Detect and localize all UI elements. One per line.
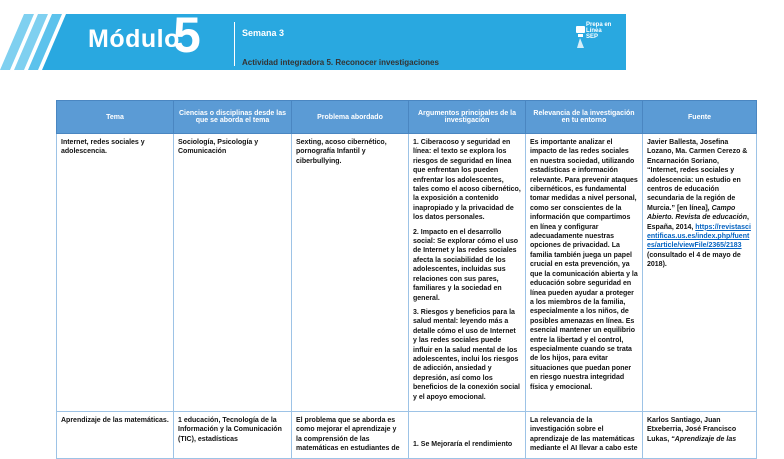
header-relevancia: Relevancia de la investigación en tu entorno — [526, 101, 643, 134]
header-argumentos: Argumentos principales de la investigación — [409, 101, 526, 134]
activity-title: Actividad integradora 5. Reconocer investigaciones — [242, 58, 439, 67]
cell-relevancia: Es importante analizar el impacto de las redes sociales en nuestra sociedad, utilizando estadísticas e información relevante. Para prevenir ataques cibernéticos, es fundamental tomar medidas a nivel personal, como ser conscientes de la información que compartimos en línea y configurar adecuadamente nuestras opciones de privacidad. La familia también juega un papel crucial en esta prevención, ya que la comunicación abierta y la educación sobre seguridad en línea pueden ayudar a proteger a los miembros de la familia, especialmente a los niños, de posibles amenazas en línea. Es esencial mantener un equilibrio entre la libertad y el control, especialmente cuando se trata de los hijos, para evitar situaciones que puedan poner en riesgo nuestra integridad física y emocional. — [526, 134, 643, 412]
cell-ciencias: 1 educación, Tecnología de la Información y la Comunicación (TIC), estadísticas — [174, 411, 292, 458]
source-authors: Karlos Santiago, Juan Etxeberria, José Francisco Lukas, — [647, 416, 737, 443]
cell-tema: Aprendizaje de las matemáticas. — [57, 411, 174, 458]
research-table — [56, 100, 757, 459]
cell-problema: Sexting, acoso cibernético, pornografía Infantil y ciberbullying. — [292, 134, 409, 412]
cell-ciencias: Sociología, Psicología y Comunicación — [174, 134, 292, 412]
table-row — [57, 134, 757, 412]
table-row — [57, 411, 757, 458]
header-problema: Problema abordado — [292, 101, 409, 134]
argument-item: 1. Ciberacoso y seguridad en línea: el texto se explora los riesgos de seguridad en línea que enfrentan los pueden enfrentar los adolescentes, tales como el acoso cibernético, la exposición a contenido inapropiado y la privacidad de los datos personales. — [413, 139, 521, 222]
module-number: 5 — [173, 7, 201, 63]
source-title: “Aprendizaje de las — [671, 435, 737, 443]
cell-argumentos: 1. Se Mejoraría el rendimiento — [409, 411, 526, 458]
source-journal: Campo Abierto. Revista de educación — [647, 204, 747, 222]
header-tema: Tema — [57, 101, 174, 134]
logo-text: Prepa en Línea SEP — [586, 22, 612, 40]
module-title: Módulo — [88, 25, 180, 53]
header-fuente: Fuente — [643, 101, 757, 134]
cell-relevancia: La relevancia de la investigación sobre el aprendizaje de las matemáticas mediante el AI llevar a cabo este — [526, 411, 643, 458]
header-ciencias: Ciencias o disciplinas desde las que se aborda el tema — [174, 101, 292, 134]
table-header-row — [57, 101, 757, 134]
cell-fuente — [643, 134, 757, 412]
cell-argumentos — [409, 134, 526, 412]
cell-problema: El problema que se aborda es como mejorar el aprendizaje y la comprensión de las matemáticas en estudiantes de — [292, 411, 409, 458]
argument-item: 2. Impacto en el desarrollo social: Se explorar cómo el uso de Internet y las redes sociales afecta la sociabilidad de los adolescentes, incluidas sus relaciones con sus pares, familiares y la sociedad en general. — [413, 228, 519, 302]
source-consulted: (consultado el 4 de mayo de 2018). — [647, 251, 741, 269]
header-divider — [234, 22, 235, 66]
argument-item: 3. Riesgos y beneficios para la salud mental: leyendo más a detalle cómo el uso de Internet y las redes sociales puede influir en la salud mental de los adolescentes, inclui los riesgos de adicción, ansiedad y depresión, así como los beneficios de la conexión social y el apoyo emocional. — [413, 308, 520, 401]
source-year: , España, 2014, — [647, 214, 749, 231]
cell-tema: Internet, redes sociales y adolescencia. — [57, 134, 174, 412]
source-authors: Javier Ballesta, Josefina Lozano, Ma. Carmen Cerezo & Encarnación Soriano, “Internet, redes sociales y adolescencia: un estudio en centros de educación secundaria de la región de Murcia.” [en línea], — [647, 139, 748, 212]
cell-fuente — [643, 411, 757, 458]
week-label: Semana 3 — [242, 28, 285, 38]
source-link[interactable]: https://revistascientificas.us.es/index.php/fuentes/article/viewFile/2365/2183 — [647, 223, 751, 250]
